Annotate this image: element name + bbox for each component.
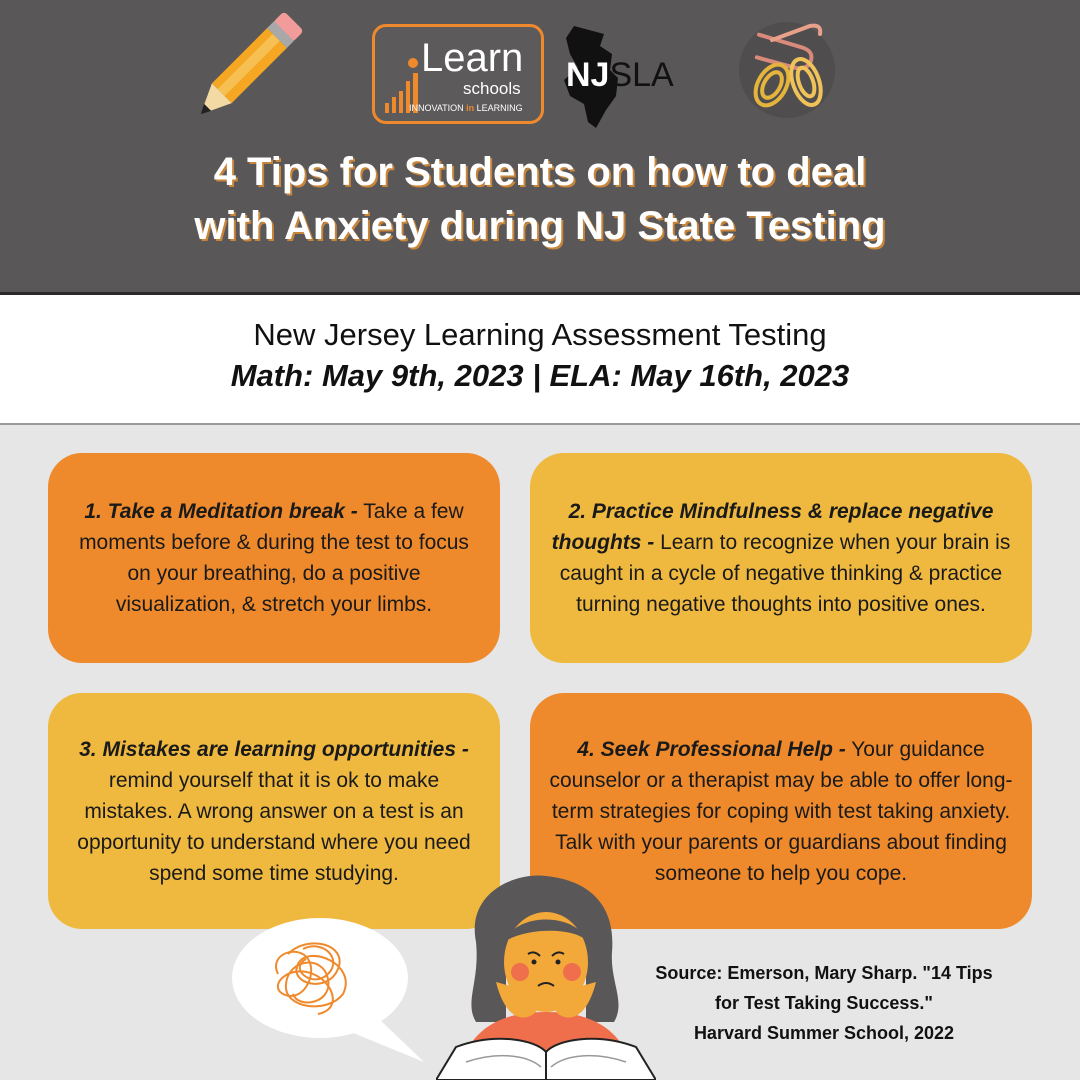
tip-card-1 (48, 453, 500, 663)
anxious-student-illustration (436, 872, 656, 1080)
header-banner (0, 0, 1080, 295)
tip-2-label: 2. Practice Mindfulness & replace negative thoughts - (551, 500, 994, 554)
title-line-2: with Anxiety during NJ State Testing (194, 204, 886, 248)
njsla-nj: NJ (566, 56, 610, 94)
ilearn-schools: schools (463, 79, 521, 98)
tip-card-3 (48, 693, 500, 929)
tip-card-2 (530, 453, 1032, 663)
thought-bubble-icon (228, 914, 428, 1064)
ilearn-logo (372, 24, 544, 124)
tip-2-text: Learn to recognize when your brain is caught in a cycle of negative thinking & practice turning negative thoughts into positive ones. (559, 531, 1011, 616)
testing-dates-banner (0, 295, 1080, 425)
njsla-sla: SLA (609, 56, 674, 94)
page-title (0, 145, 1080, 253)
ilearn-tagline: INNOVATION in LEARNING (409, 103, 523, 113)
tip-1-label: 1. Take a Meditation break - (84, 500, 358, 523)
ilearn-word: Learn (421, 36, 524, 80)
tip-3-text: remind yourself that it is ok to make mistakes. A wrong answer on a test is an opportunity to understand where you need spend some time studying. (77, 768, 471, 885)
njsla-logo (566, 56, 674, 95)
source-citation: Source: Emerson, Mary Sharp. "14 Tips for Test Taking Success." Harvard Summer School, 2022 (655, 963, 993, 1043)
tip-3-label: 3. Mistakes are learning opportunities - (79, 737, 469, 761)
tip-4-text: Your guidance counselor or a therapist may be able to offer long-term strategies for coping with test taking anxiety. Talk with your parents or guardians about finding someone to help you cope. (549, 737, 1013, 885)
testing-heading: New Jersey Learning Assessment Testing (253, 317, 827, 352)
testing-dates: Math: May 9th, 2023 | ELA: May 16th, 2023 (230, 358, 850, 393)
pencil-icon (178, 10, 308, 135)
tip-4-label: 4. Seek Professional Help - (577, 737, 846, 761)
title-line-1: 4 Tips for Students on how to deal (213, 150, 867, 194)
tip-1-text: Take a few moments before & during the test to focus on your breathing, do a positive visualization, & stretch your limbs. (79, 500, 469, 616)
paper-clips-icon (732, 10, 842, 130)
